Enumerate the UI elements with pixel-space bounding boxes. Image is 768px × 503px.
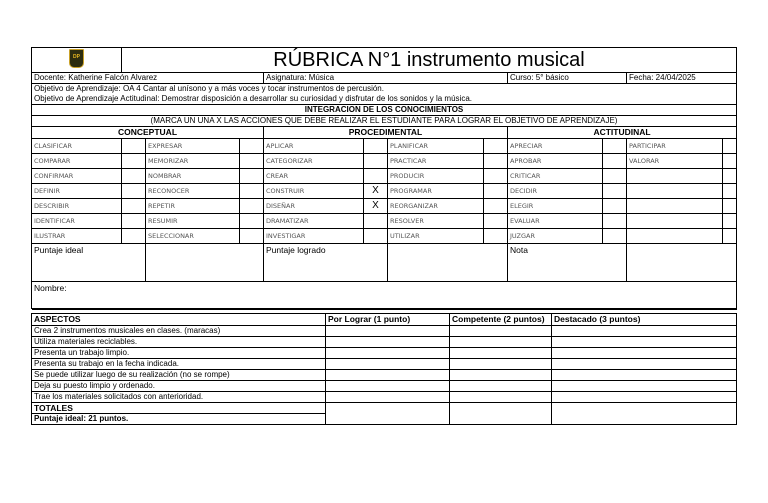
verb-cell (627, 214, 723, 229)
checkbox-cell[interactable]: X (364, 199, 388, 214)
verb-row (32, 154, 737, 169)
aspect-label: Presenta su trabajo en la fecha indicada. (32, 359, 326, 370)
total-cell[interactable] (450, 403, 552, 425)
checkbox-cell[interactable] (723, 184, 737, 199)
verb-cell: EVALUAR (508, 214, 603, 229)
verb-row (32, 199, 737, 214)
checkbox-cell[interactable] (122, 214, 146, 229)
checkbox-cell[interactable] (484, 169, 508, 184)
aspect-row (32, 348, 737, 359)
checkbox-cell[interactable] (240, 214, 264, 229)
checkbox-cell[interactable] (122, 184, 146, 199)
verb-cell: ILUSTRAR (32, 229, 122, 244)
score-cell[interactable] (552, 348, 737, 359)
aspect-row (32, 370, 737, 381)
verb-cell: PARTICIPAR (627, 139, 723, 154)
score-cell[interactable] (450, 359, 552, 370)
puntaje-ideal-total: Puntaje ideal: 21 puntos. (32, 414, 326, 425)
verb-cell: SELECCIONAR (146, 229, 240, 244)
verb-cell (627, 229, 723, 244)
aspect-label: Se puede utilizar luego de su realización (no se rompe) (32, 370, 326, 381)
asignatura-field: Asignatura: Música (264, 73, 508, 84)
section-procedimental: PROCEDIMENTAL (264, 127, 508, 139)
puntaje-logrado-value[interactable] (388, 244, 508, 282)
checkbox-cell[interactable] (122, 229, 146, 244)
verb-cell: REORGANIZAR (388, 199, 484, 214)
checkbox-cell[interactable] (603, 199, 627, 214)
section-conceptual: CONCEPTUAL (32, 127, 264, 139)
verb-cell: PROGRAMAR (388, 184, 484, 199)
verb-cell: CREAR (264, 169, 364, 184)
score-cell[interactable] (326, 392, 450, 403)
checkbox-cell[interactable] (364, 229, 388, 244)
checkbox-cell[interactable] (364, 154, 388, 169)
verb-cell: APLICAR (264, 139, 364, 154)
verb-cell: JUZGAR (508, 229, 603, 244)
checkbox-cell[interactable] (484, 139, 508, 154)
verb-cell: PRODUCIR (388, 169, 484, 184)
verb-cell: APROBAR (508, 154, 603, 169)
curso-field: Curso: 5° básico (508, 73, 627, 84)
checkbox-cell[interactable] (484, 184, 508, 199)
checkbox-cell[interactable] (603, 169, 627, 184)
verb-cell: IDENTIFICAR (32, 214, 122, 229)
score-cell[interactable] (552, 326, 737, 337)
checkbox-cell[interactable] (364, 214, 388, 229)
totals-label: TOTALES (32, 403, 326, 414)
verb-cell: PLANIFICAR (388, 139, 484, 154)
puntaje-ideal-label: Puntaje ideal (32, 244, 146, 282)
checkbox-cell[interactable] (484, 214, 508, 229)
school-crest-icon: DP (69, 49, 84, 68)
checkbox-cell[interactable] (122, 199, 146, 214)
puntaje-ideal-value[interactable] (146, 244, 264, 282)
checkbox-cell[interactable] (723, 139, 737, 154)
total-cell[interactable] (552, 403, 737, 425)
docente-field: Docente: Katherine Falcón Alvarez (32, 73, 264, 84)
checkbox-cell[interactable] (603, 214, 627, 229)
verb-cell (627, 184, 723, 199)
verb-cell: UTILIZAR (388, 229, 484, 244)
score-cell[interactable] (552, 359, 737, 370)
checkbox-cell[interactable] (484, 154, 508, 169)
aspect-label: Crea 2 instrumentos musicales en clases. (maracas) (32, 326, 326, 337)
checkbox-cell[interactable] (240, 199, 264, 214)
objective-attitudinal: Objetivo de Aprendizaje Actitudinal: Demostrar disposición a desarrollar su curiosidad y disfrutar de los sonidos y la música. (32, 94, 737, 105)
verb-cell (627, 169, 723, 184)
verb-row (32, 229, 737, 244)
nota-label: Nota (508, 244, 627, 282)
verb-cell: DECIDIR (508, 184, 603, 199)
puntaje-logrado-label: Puntaje logrado (264, 244, 388, 282)
aspect-label: Utiliza materiales reciclables. (32, 337, 326, 348)
checkbox-cell[interactable] (723, 229, 737, 244)
checkbox-cell[interactable] (240, 229, 264, 244)
score-cell[interactable] (450, 392, 552, 403)
student-name-field[interactable]: Nombre: (32, 282, 737, 309)
verb-row (32, 169, 737, 184)
checkbox-cell[interactable]: X (364, 184, 388, 199)
verb-cell: DRAMATIZAR (264, 214, 364, 229)
verb-cell: DISEÑAR (264, 199, 364, 214)
integration-title: INTEGRACION DE LOS CONOCIMIENTOS (32, 105, 737, 116)
verb-row (32, 184, 737, 199)
score-cell[interactable] (450, 381, 552, 392)
aspect-row (32, 392, 737, 403)
checkbox-cell[interactable] (603, 184, 627, 199)
verb-cell: EXPRESAR (146, 139, 240, 154)
verb-cell: NOMBRAR (146, 169, 240, 184)
score-cell[interactable] (552, 337, 737, 348)
checkbox-cell[interactable] (723, 169, 737, 184)
verb-cell: CONFIRMAR (32, 169, 122, 184)
verb-cell: PRACTICAR (388, 154, 484, 169)
checkbox-cell[interactable] (122, 169, 146, 184)
score-cell[interactable] (552, 370, 737, 381)
destacado-header: Destacado (3 puntos) (552, 314, 737, 326)
checkbox-cell[interactable] (484, 199, 508, 214)
aspects-header: ASPECTOS (32, 314, 326, 326)
verb-cell: DESCRIBIR (32, 199, 122, 214)
verb-cell: REPETIR (146, 199, 240, 214)
objective-oa: Objetivo de Aprendizaje: OA 4 Cantar al unísono y a más voces y tocar instrumentos de percusión. (32, 84, 737, 95)
verb-cell: RESOLVER (388, 214, 484, 229)
rubric-sheet (31, 47, 736, 425)
aspect-label: Deja su puesto limpio y ordenado. (32, 381, 326, 392)
fecha-field: Fecha: 24/04/2025 (627, 73, 737, 84)
checkbox-cell[interactable] (240, 139, 264, 154)
score-cell[interactable] (450, 326, 552, 337)
checkbox-cell[interactable] (240, 154, 264, 169)
checkbox-cell[interactable] (364, 139, 388, 154)
checkbox-cell[interactable] (122, 139, 146, 154)
nota-value[interactable] (627, 244, 737, 282)
verb-cell: CRITICAR (508, 169, 603, 184)
aspect-label: Trae los materiales solicitados con anterioridad. (32, 392, 326, 403)
verb-cell (627, 199, 723, 214)
verb-row (32, 139, 737, 154)
score-cell[interactable] (450, 348, 552, 359)
checkbox-cell[interactable] (240, 169, 264, 184)
checkbox-cell[interactable] (723, 199, 737, 214)
checkbox-cell[interactable] (484, 229, 508, 244)
integration-instructions: (MARCA UN UNA X LAS ACCIONES QUE DEBE REALIZAR EL ESTUDIANTE PARA LOGRAR EL OBJETIVO DE APRENDIZAJE) (32, 116, 737, 127)
score-cell[interactable] (450, 337, 552, 348)
checkbox-cell[interactable] (122, 154, 146, 169)
score-cell[interactable] (552, 381, 737, 392)
verb-cell: COMPARAR (32, 154, 122, 169)
section-actitudinal: ACTITUDINAL (508, 127, 737, 139)
score-cell[interactable] (326, 348, 450, 359)
total-cell[interactable] (326, 403, 450, 425)
verb-cell: CLASIFICAR (32, 139, 122, 154)
checkbox-cell[interactable] (603, 154, 627, 169)
aspect-row (32, 381, 737, 392)
score-cell[interactable] (326, 359, 450, 370)
verb-cell: VALORAR (627, 154, 723, 169)
rubric-title: RÚBRICA N°1 instrumento musical (122, 48, 737, 73)
score-cell[interactable] (326, 381, 450, 392)
verb-cell: DEFINIR (32, 184, 122, 199)
aspect-row (32, 359, 737, 370)
por-lograr-header: Por Lograr (1 punto) (326, 314, 450, 326)
score-cell[interactable] (326, 326, 450, 337)
verb-cell: APRECIAR (508, 139, 603, 154)
verb-cell: RECONOCER (146, 184, 240, 199)
verb-cell: INVESTIGAR (264, 229, 364, 244)
score-cell[interactable] (552, 392, 737, 403)
checkbox-cell[interactable] (603, 229, 627, 244)
verb-cell: RESUMIR (146, 214, 240, 229)
checkbox-cell[interactable] (240, 184, 264, 199)
score-cell[interactable] (326, 370, 450, 381)
score-cell[interactable] (450, 370, 552, 381)
score-cell[interactable] (326, 337, 450, 348)
verb-cell: CATEGORIZAR (264, 154, 364, 169)
school-logo (32, 48, 122, 73)
verb-cell: MEMORIZAR (146, 154, 240, 169)
aspect-row (32, 326, 737, 337)
aspects-table (31, 309, 737, 425)
rubric-top-table (31, 47, 737, 309)
checkbox-cell[interactable] (723, 214, 737, 229)
aspect-label: Presenta un trabajo limpio. (32, 348, 326, 359)
aspect-row (32, 337, 737, 348)
competente-header: Competente (2 puntos) (450, 314, 552, 326)
checkbox-cell[interactable] (364, 169, 388, 184)
checkbox-cell[interactable] (723, 154, 737, 169)
checkbox-cell[interactable] (603, 139, 627, 154)
verb-cell: CONSTRUIR (264, 184, 364, 199)
verb-cell: ELEGIR (508, 199, 603, 214)
verb-row (32, 214, 737, 229)
